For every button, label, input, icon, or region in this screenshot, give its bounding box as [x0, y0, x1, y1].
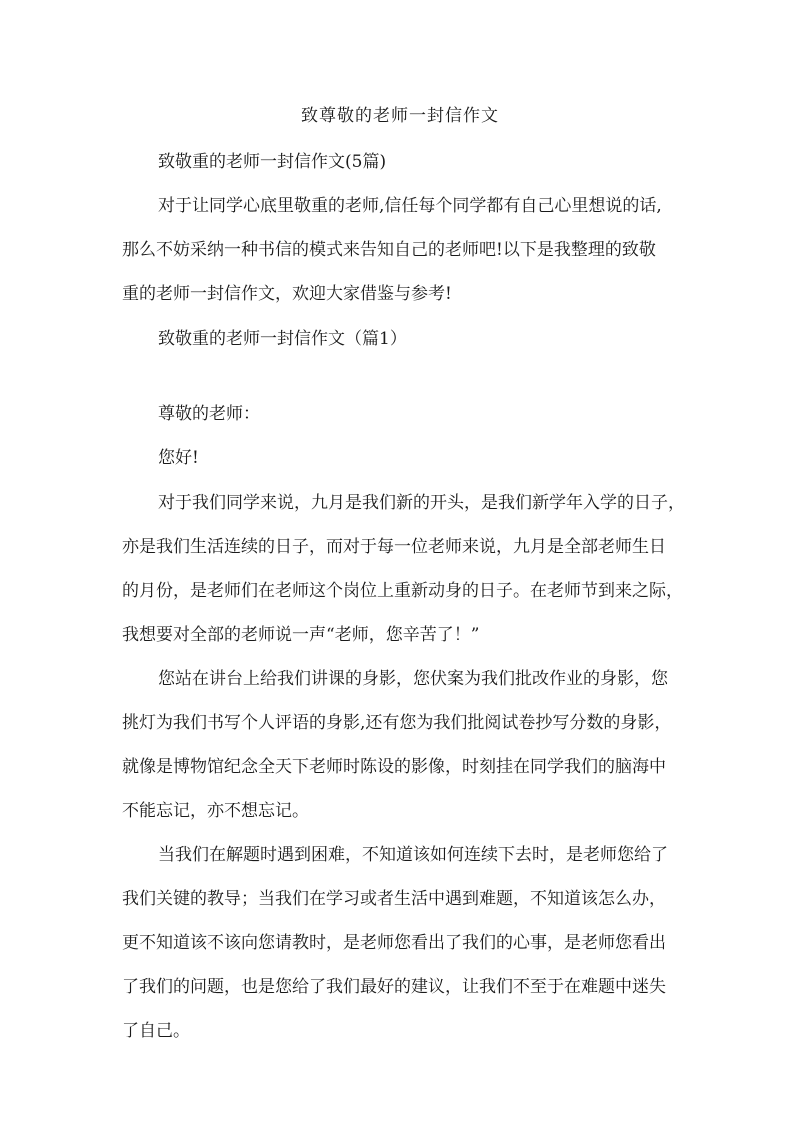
paragraph-line: 当我们在解题时遇到困难，不知道该如何连续下去时，是老师您给了 [158, 845, 668, 865]
letter-greeting: 您好! [158, 448, 199, 468]
letter-salutation: 尊敬的老师： [158, 404, 260, 424]
intro-line: 重的老师一封信作文，欢迎大家借鉴与参考! [122, 284, 452, 304]
paragraph-line: 了我们的问题，也是您给了我们最好的建议，让我们不至于在难题中迷失 [122, 977, 666, 997]
document-title: 致尊敬的老师一封信作文 [301, 106, 499, 126]
paragraph-line: 您站在讲台上给我们讲课的身影，您伏案为我们批改作业的身影，您 [158, 669, 668, 689]
section-title: 致敬重的老师一封信作文（篇1） [158, 329, 407, 349]
paragraph-line: 我们关键的教导；当我们在学习或者生活中遇到难题，不知道该怎么办， [122, 889, 666, 909]
paragraph-line: 了自己。 [122, 1021, 190, 1041]
intro-line: 那么不妨采纳一种书信的模式来告知自己的老师吧!以下是我整理的致敬 [122, 240, 656, 260]
paragraph-line: 我想要对全部的老师说一声“老师，您辛苦了！” [122, 625, 480, 645]
paragraph-line: 就像是博物馆纪念全天下老师时陈设的影像，时刻挂在同学我们的脑海中 [122, 757, 666, 777]
document-heading: 致敬重的老师一封信作文(5篇) [158, 152, 387, 172]
paragraph-line: 不能忘记，亦不想忘记。 [122, 801, 309, 821]
paragraph-line: 对于我们同学来说，九月是我们新的开头，是我们新学年入学的日子， [158, 493, 685, 513]
paragraph-line: 挑灯为我们书写个人评语的身影,还有您为我们批阅试卷抄写分数的身影， [122, 713, 672, 733]
intro-line: 对于让同学心底里敬重的老师,信任每个同学都有自己心里想说的话, [158, 196, 662, 216]
paragraph-line: 更不知道该不该向您请教时，是老师您看出了我们的心事，是老师您看出 [122, 933, 666, 953]
paragraph-line: 亦是我们生活连续的日子，而对于每一位老师来说，九月是全部老师生日 [122, 537, 666, 557]
paragraph-line: 的月份，是老师们在老师这个岗位上重新动身的日子。在老师节到来之际， [122, 581, 683, 601]
